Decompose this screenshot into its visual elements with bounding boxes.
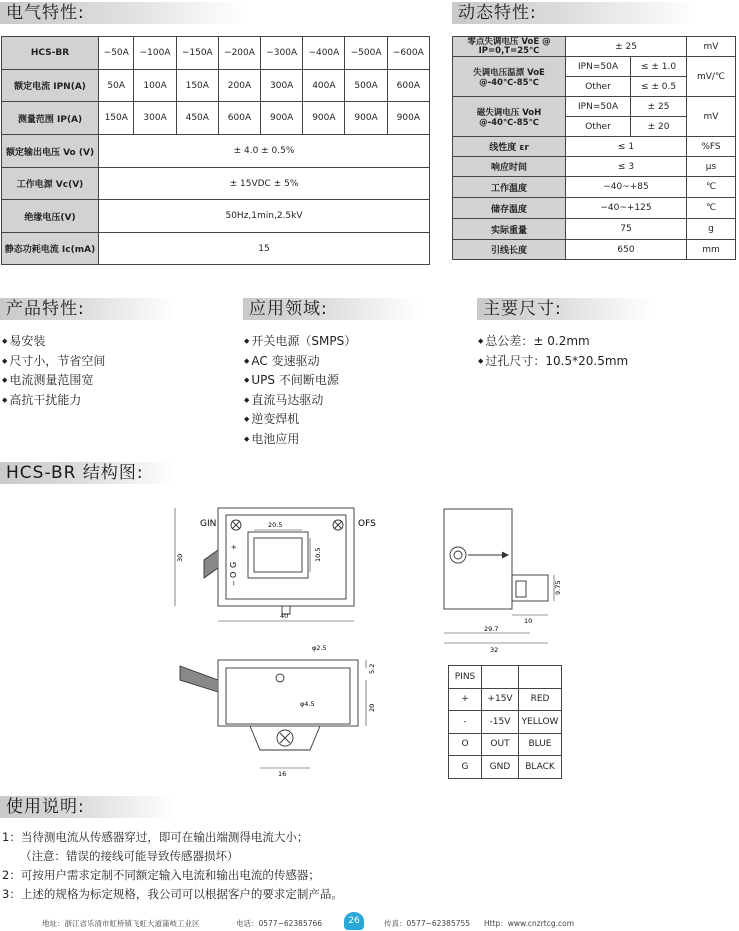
product-features-list (2, 332, 105, 410)
side-view-drawing (430, 505, 570, 655)
range-cell: 900A (261, 102, 303, 135)
range-cell: 150A (99, 102, 134, 135)
pin-color: BLACK (519, 756, 562, 779)
weight-value: 75 (566, 219, 687, 240)
rated-cell: 150A (176, 70, 218, 102)
list-item: ◆ 总公差：± 0.2mm (478, 332, 628, 352)
pin-color: BLUE (519, 733, 562, 756)
aperture (248, 532, 308, 578)
output-label: 额定输出电压 Vo (V) (2, 135, 99, 168)
linearity-value: ≤ 1 (566, 137, 687, 157)
offset-label: 零点失调电压 VoE @ IP=0,T=25℃ (453, 37, 566, 57)
section-product: 产品特性: (0, 298, 176, 320)
table-row (449, 688, 562, 711)
storetemp-unit: ℃ (687, 198, 736, 219)
quiescent-label: 静态功耗电流 Ic(mA) (2, 233, 99, 265)
supply-label: 工作电源 Vc(V) (2, 168, 99, 200)
dim-40: 40 (280, 612, 289, 620)
front-view-drawing (170, 500, 390, 635)
response-label: 响应时间 (453, 157, 566, 177)
dim-phi-4-5: φ4.5 (300, 700, 315, 708)
model-cell: −200A (218, 37, 260, 70)
model-cell: −500A (345, 37, 387, 70)
usage-note: 1：当待测电流从传感器穿过，即可在输出端测得电流大小； (2, 830, 309, 844)
screw-gin (232, 521, 240, 529)
drift-other-value: ≤ ± 0.5 (631, 77, 687, 97)
list-item: ◆ 易安装 (2, 332, 105, 352)
footer-phone: 电话：0577−62385766 (236, 919, 323, 928)
aperture-inner (254, 538, 302, 572)
gin-label: GIN (200, 519, 217, 529)
drift-label: 失调电压温漂 VoE @-40℃-85℃ (453, 57, 566, 97)
page-number-badge: 26 (344, 912, 364, 930)
table-row (449, 756, 562, 779)
screw-ofs (334, 521, 342, 529)
storetemp-value: −40~+125 (566, 198, 687, 219)
pin-plus: + (230, 544, 238, 550)
insulation-value: 50Hz,1min,2.5kV (99, 200, 430, 233)
usage-note: （注意：错误的接线可能导致传感器损坏） (20, 849, 239, 863)
response-value: ≤ 3 (566, 157, 687, 177)
dim-29-7: 29.7 (484, 625, 499, 633)
usage-notes (2, 828, 343, 904)
optemp-unit: ℃ (687, 177, 736, 198)
pin-signal: GND (482, 756, 519, 779)
model-cell: −150A (176, 37, 218, 70)
range-cell: 300A (134, 102, 176, 135)
table-row (449, 711, 562, 734)
output-value: ± 4.0 ± 0.5% (99, 135, 430, 168)
mag-other: Other (566, 117, 631, 137)
range-label: 测量范围 IP(A) (2, 102, 99, 135)
range-cell: 900A (345, 102, 387, 135)
dim-20: 20 (368, 703, 376, 712)
drift-ipn: IPN=50A (566, 57, 631, 77)
rated-cell: 50A (99, 70, 134, 102)
applications-list (244, 332, 356, 449)
footer-fax: 传真：0577−62385755 (384, 919, 471, 928)
section-dimensions: 主要尺寸: (477, 298, 653, 320)
dim-10-5: 10.5 (314, 547, 322, 562)
dim-30: 30 (176, 553, 184, 562)
pin-signal: -15V (482, 711, 519, 734)
linearity-unit: %FS (687, 137, 736, 157)
model-cell: −400A (303, 37, 345, 70)
rated-cell: 300A (261, 70, 303, 102)
list-item: ◆ 直流马达驱动 (244, 391, 356, 411)
pin-g: G (229, 561, 238, 568)
response-unit: μs (687, 157, 736, 177)
drift-ipn-value: ≤ ± 1.0 (631, 57, 687, 77)
pin-minus: − (230, 580, 238, 586)
dim-phi-2-5: φ2.5 (312, 644, 327, 652)
section-electrical: 电气特性: (0, 2, 246, 24)
pins-header: PINS (449, 666, 482, 689)
list-item: ◆ AC 变速驱动 (244, 352, 356, 372)
dim-5-2: 5.2 (368, 663, 376, 674)
pins-table (448, 665, 562, 779)
rated-cell: 200A (218, 70, 260, 102)
mag-label: 磁失调电压 VoH @-40℃-85℃ (453, 97, 566, 137)
weight-unit: g (687, 219, 736, 240)
usage-note: 2：可按用户需求定制不同额定输入电流和输出电流的传感器； (2, 868, 320, 882)
usage-note: 3：上述的规格为标定规格，我公司可以根据客户的要求定制产品。 (2, 887, 343, 901)
linearity-label: 线性度 εr (453, 137, 566, 157)
range-cell: 600A (218, 102, 260, 135)
dynamic-table (452, 36, 736, 260)
model-cell: −50A (99, 37, 134, 70)
ofs-label: OFS (358, 519, 376, 529)
list-item: ◆ 尺寸小，节省空间 (2, 352, 105, 372)
dimensions-list (478, 332, 628, 371)
model-cell: −100A (134, 37, 176, 70)
insulation-label: 绝缘电压(V) (2, 200, 99, 233)
electrical-table (1, 36, 430, 265)
pin-signal: OUT (482, 733, 519, 756)
rated-cell: 100A (134, 70, 176, 102)
range-cell: 900A (303, 102, 345, 135)
pin-id: G (449, 756, 482, 779)
drift-unit: mV/℃ (687, 57, 736, 97)
range-cell: 450A (176, 102, 218, 135)
range-cell: 900A (387, 102, 429, 135)
storetemp-label: 储存温度 (453, 198, 566, 219)
rated-cell: 400A (303, 70, 345, 102)
body-inner (226, 515, 346, 599)
list-item: ◆ 电池应用 (244, 430, 356, 450)
section-usage: 使用说明: (0, 796, 176, 818)
model-cell: −600A (387, 37, 429, 70)
section-application: 应用领域: (243, 298, 419, 320)
model-cell: −300A (261, 37, 303, 70)
dim-16: 16 (278, 770, 287, 778)
dim-10: 10 (524, 617, 533, 625)
pin-o: O (229, 571, 238, 578)
footer-web[interactable]: Http：www.cnzrtcg.com (484, 919, 575, 928)
top-view-drawing (170, 640, 380, 780)
weight-label: 实际重量 (453, 219, 566, 240)
list-item: ◆ UPS 不间断电源 (244, 371, 356, 391)
mag-other-value: ± 20 (631, 117, 687, 137)
mag-unit: mV (687, 97, 736, 137)
list-item: ◆ 过孔尺寸：10.5*20.5mm (478, 352, 628, 372)
offset-value: ± 25 (566, 37, 687, 57)
supply-value: ± 15VDC ± 5% (99, 168, 430, 200)
quiescent-value: 15 (99, 233, 430, 265)
lead-unit: mm (687, 240, 736, 260)
mag-ipn: IPN=50A (566, 97, 631, 117)
dim-20-5: 20.5 (268, 521, 283, 529)
lead-label: 引线长度 (453, 240, 566, 260)
pin-signal: +15V (482, 688, 519, 711)
optemp-value: −40~+85 (566, 177, 687, 198)
pin-color: YELLOW (519, 711, 562, 734)
dim-32: 32 (490, 646, 499, 654)
list-item: ◆ 开关电源（SMPS） (244, 332, 356, 352)
optemp-label: 工作温度 (453, 177, 566, 198)
dim-9-75: 9.75 (554, 580, 562, 595)
list-item: ◆ 高抗干扰能力 (2, 391, 105, 411)
rated-cell: 500A (345, 70, 387, 102)
pin-color: RED (519, 688, 562, 711)
pin-id: + (449, 688, 482, 711)
table-row (449, 733, 562, 756)
list-item: ◆ 逆变焊机 (244, 410, 356, 430)
section-structure: HCS-BR 结构图: (0, 462, 176, 484)
offset-unit: mV (687, 37, 736, 57)
drift-other: Other (566, 77, 631, 97)
pin-id: - (449, 711, 482, 734)
mag-ipn-value: ± 25 (631, 97, 687, 117)
pin-id: O (449, 733, 482, 756)
footer-address: 地址：浙江省乐清市虹桥镇飞虹大道蒲岐工业区 (42, 919, 200, 928)
rated-label: 额定电流 IPN(A) (2, 70, 99, 102)
header-label: HCS-BR (2, 37, 99, 70)
section-dynamic: 动态特性: (452, 2, 698, 24)
rated-cell: 600A (387, 70, 429, 102)
lead-value: 650 (566, 240, 687, 260)
list-item: ◆ 电流测量范围宽 (2, 371, 105, 391)
